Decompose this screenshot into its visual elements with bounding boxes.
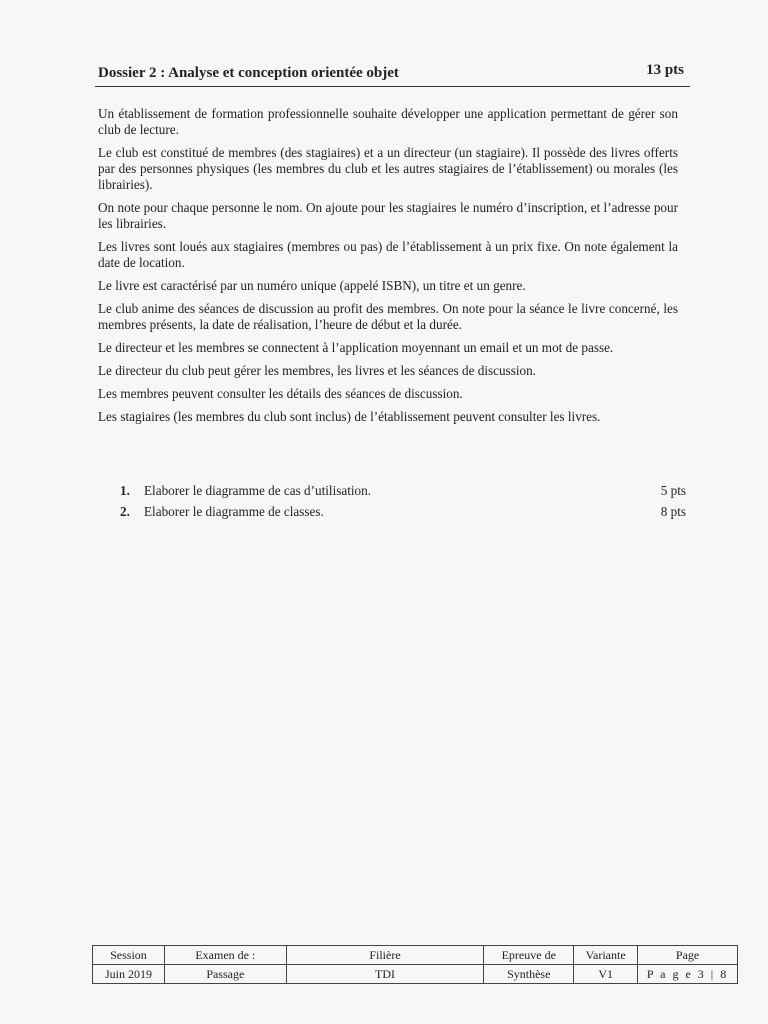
question-text: Elaborer le diagramme de classes. xyxy=(144,504,324,519)
paragraph: Le directeur et les membres se connectent à l’application moyennant un email et un mot de passe. xyxy=(98,340,614,355)
question-item xyxy=(120,483,686,504)
paragraph: Un établissement de formation professionnelle souhaite développer une application permettant de gérer son club de lecture. xyxy=(98,106,678,137)
section-title: Dossier 2 : Analyse et conception orientée objet xyxy=(98,65,399,81)
variante-value: V1 xyxy=(574,965,638,984)
header-variante: Variante xyxy=(574,946,638,965)
header-examen: Examen de : xyxy=(164,946,286,965)
paragraph: Le club anime des séances de discussion au profit des membres. On note pour la séance le livre concerné, les membres présents, la date de réalisation, l’heure de début et la durée. xyxy=(98,301,678,332)
exam-info-table xyxy=(92,945,738,984)
question-number: 2. xyxy=(120,504,130,519)
header-session: Session xyxy=(93,946,165,965)
section-points: 13 pts xyxy=(646,62,684,78)
paragraph: Le club est constitué de membres (des stagiaires) et a un directeur (un stagiaire). Il possède des livres offerts par des personnes physiques (les membres du club et les autres stagiaires de l’établissement) ou morales (les librairies). xyxy=(98,145,678,192)
examen-value: Passage xyxy=(164,965,286,984)
header-epreuve: Epreuve de xyxy=(484,946,574,965)
question-item xyxy=(120,504,686,525)
header-filiere: Filière xyxy=(286,946,484,965)
paragraph: Les stagiaires (les membres du club sont inclus) de l’établissement peuvent consulter les livres. xyxy=(98,409,601,424)
question-points: 5 pts xyxy=(660,483,686,498)
question-list xyxy=(120,483,686,525)
session-value: Juin 2019 xyxy=(93,965,165,984)
question-points: 8 pts xyxy=(660,504,686,519)
problem-statement xyxy=(98,106,678,432)
paragraph: Le livre est caractérisé par un numéro unique (appelé ISBN), un titre et un genre. xyxy=(98,278,526,293)
question-text: Elaborer le diagramme de cas d’utilisation. xyxy=(144,483,372,498)
table-row xyxy=(93,965,738,984)
header-page: Page xyxy=(638,946,738,965)
paragraph: Les membres peuvent consulter les détails des séances de discussion. xyxy=(98,386,463,401)
paragraph: Les livres sont loués aux stagiaires (membres ou pas) de l’établissement à un prix fixe. On note également la date de location. xyxy=(98,239,678,270)
epreuve-value: Synthèse xyxy=(484,965,574,984)
paragraph: Le directeur du club peut gérer les membres, les livres et les séances de discussion. xyxy=(98,363,536,378)
question-number: 1. xyxy=(120,483,130,498)
filiere-value: TDI xyxy=(286,965,484,984)
section-header xyxy=(95,62,690,87)
table-header-row xyxy=(93,946,738,965)
page-number: P a g e 3 | 8 xyxy=(638,965,738,984)
paragraph: On note pour chaque personne le nom. On ajoute pour les stagiaires le numéro d’inscription, et l’adresse pour les librairies. xyxy=(98,200,678,231)
